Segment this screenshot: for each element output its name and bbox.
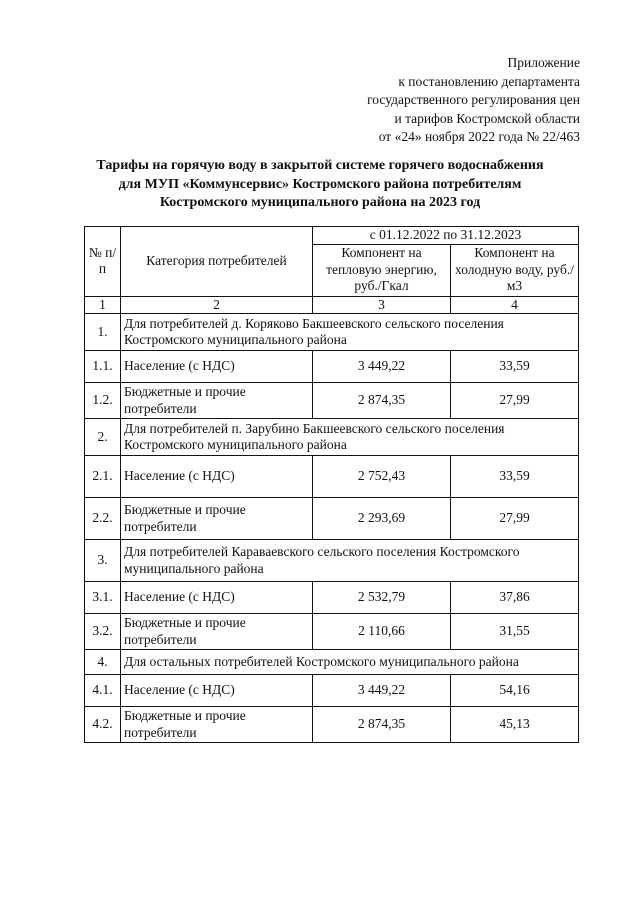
column-number-row: [85, 296, 579, 314]
row-num: 1.1.: [85, 351, 121, 383]
header-cold: Компонент на холодную воду, руб./м3: [451, 244, 579, 296]
section-row: [85, 650, 579, 675]
header-heat: Компонент на тепловую энергию, руб./Гкал: [313, 244, 451, 296]
row-heat: 3 449,22: [313, 351, 451, 383]
row-cold: 33,59: [451, 456, 579, 498]
section-num: 2.: [85, 419, 121, 456]
column-number: 2: [121, 296, 313, 314]
section-title: Для остальных потребителей Костромского муниципального района: [121, 650, 579, 675]
row-cold: 27,99: [451, 498, 579, 540]
row-category: Бюджетные и прочие потребители: [121, 498, 313, 540]
row-heat: 2 874,35: [313, 383, 451, 419]
row-heat: 2 874,35: [313, 707, 451, 743]
row-cold: 33,59: [451, 351, 579, 383]
table-row: [85, 675, 579, 707]
section-title: Для потребителей д. Коряково Бакшеевского сельского поселения Костромского муниципального района: [121, 314, 579, 351]
table-row: [85, 351, 579, 383]
section-row: [85, 540, 579, 582]
row-category: Население (с НДС): [121, 675, 313, 707]
row-heat: 3 449,22: [313, 675, 451, 707]
table-row: [85, 582, 579, 614]
row-cold: 54,16: [451, 675, 579, 707]
section-row: [85, 419, 579, 456]
section-num: 4.: [85, 650, 121, 675]
row-cold: 45,13: [451, 707, 579, 743]
row-num: 2.1.: [85, 456, 121, 498]
row-category: Бюджетные и прочие потребители: [121, 707, 313, 743]
title-line: для МУП «Коммунсервис» Костромского района потребителям: [118, 176, 522, 192]
section-num: 3.: [85, 540, 121, 582]
appendix-line: и тарифов Костромской области: [394, 110, 580, 126]
table-row: [85, 456, 579, 498]
row-cold: 27,99: [451, 383, 579, 419]
appendix-line: Приложение: [507, 55, 580, 70]
appendix-line: государственного регулирования цен: [367, 92, 580, 107]
tariff-table: [84, 226, 579, 743]
section-num: 1.: [85, 314, 121, 351]
column-number: 4: [451, 296, 579, 314]
section-title: Для потребителей Караваевского сельского поселения Костромского муниципального района: [121, 540, 579, 582]
row-heat: 2 532,79: [313, 582, 451, 614]
row-num: 3.1.: [85, 582, 121, 614]
row-heat: 2 752,43: [313, 456, 451, 498]
appendix-line: от «24» ноября 2022 года № 22/463: [378, 129, 580, 144]
row-num: 4.2.: [85, 707, 121, 743]
row-category: Население (с НДС): [121, 456, 313, 498]
title-line: Тарифы на горячую воду в закрытой системе горячего водоснабжения: [96, 158, 544, 173]
table-row: [85, 707, 579, 743]
section-row: [85, 314, 579, 351]
column-number: 3: [313, 296, 451, 314]
header-category: Категория потребителей: [121, 227, 313, 297]
row-category: Бюджетные и прочие потребители: [121, 383, 313, 419]
row-num: 2.2.: [85, 498, 121, 540]
document-title: [60, 157, 580, 213]
row-category: Бюджетные и прочие потребители: [121, 614, 313, 650]
title-line: Костромского муниципального района на 2023 год: [159, 195, 481, 210]
column-number: 1: [85, 296, 121, 314]
row-heat: 2 293,69: [313, 498, 451, 540]
section-title: Для потребителей п. Зарубино Бакшеевского сельского поселения Костромского муниципального района: [121, 419, 579, 456]
header-period: с 01.12.2022 по 31.12.2023: [313, 227, 579, 245]
row-num: 4.1.: [85, 675, 121, 707]
header-num: № п/п: [85, 227, 121, 297]
appendix-line: к постановлению департамента: [398, 73, 580, 89]
table-row: [85, 383, 579, 419]
row-category: Население (с НДС): [121, 582, 313, 614]
row-num: 3.2.: [85, 614, 121, 650]
row-heat: 2 110,66: [313, 614, 451, 650]
row-category: Население (с НДС): [121, 351, 313, 383]
header-row: [85, 227, 579, 245]
row-num: 1.2.: [85, 383, 121, 419]
row-cold: 37,86: [451, 582, 579, 614]
table-row: [85, 498, 579, 540]
appendix-block: [260, 54, 580, 147]
row-cold: 31,55: [451, 614, 579, 650]
table-row: [85, 614, 579, 650]
